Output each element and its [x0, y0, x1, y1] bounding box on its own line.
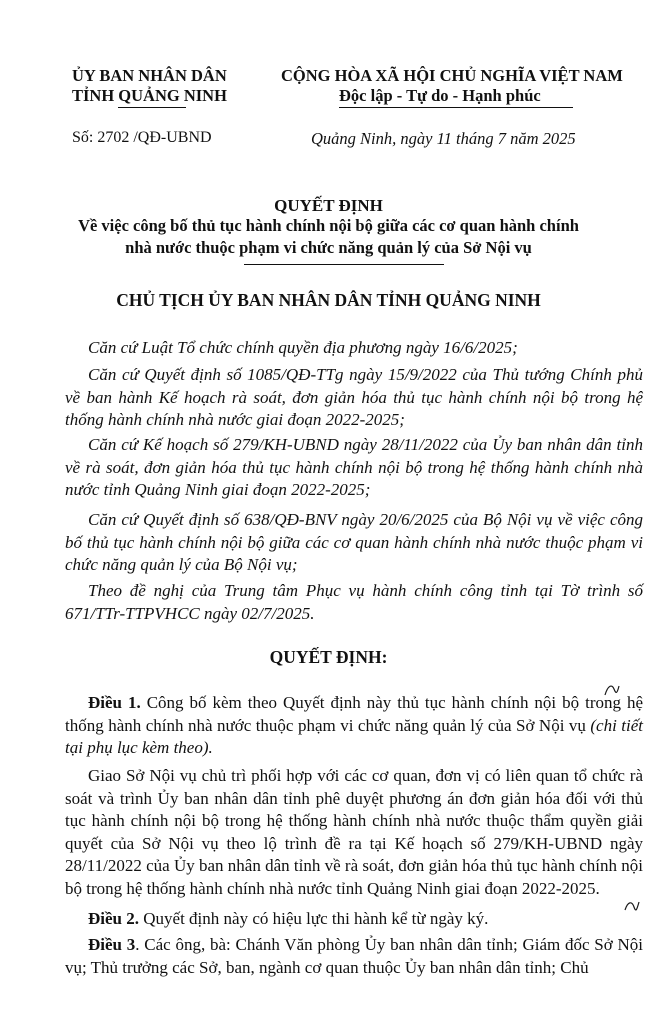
national-motto: Độc lập - Tự do - Hạnh phúc [339, 86, 541, 105]
national-title: CỘNG HÒA XÃ HỘI CHỦ NGHĨA VIỆT NAM [281, 66, 623, 85]
issuing-org-line2: TỈNH QUẢNG NINH [72, 86, 227, 105]
issuing-org-line1: ỦY BAN NHÂN DÂN [72, 66, 227, 85]
authority-title: CHỦ TỊCH ỦY BAN NHÂN DÂN TỈNH QUẢNG NINH [116, 290, 541, 310]
place-and-date: Quảng Ninh, ngày 11 tháng 7 năm 2025 [311, 129, 576, 148]
article-3 [65, 934, 643, 979]
motto-underline [339, 107, 573, 108]
subject-underline [244, 264, 444, 265]
handwritten-mark [602, 680, 622, 700]
article-1-note: (chi tiết tại phụ lục kèm theo). [65, 715, 643, 757]
preamble-item: Căn cứ Luật Tổ chức chính quyền địa phương ngày 16/6/2025; [88, 338, 518, 357]
subject-line-1: Về việc công bố thủ tục hành chính nội bộ giữa các cơ quan hành chính [78, 216, 579, 235]
preamble-item: Căn cứ Quyết định số 1085/QĐ-TTg ngày 15/9/2022 của Thủ tướng Chính phủ về ban hành Kế hoạch rà soát, đơn giản hóa thủ tục hành chính nội bộ trong hệ thống hành chính nhà nước giai đoạn 2022-2025; [65, 365, 643, 429]
document-type-title: QUYẾT ĐỊNH [274, 196, 383, 215]
preamble-item: Căn cứ Kế hoạch số 279/KH-UBND ngày 28/11/2022 của Ủy ban nhân dân tỉnh về rà soát, đơn giản hóa thủ tục hành chính nội bộ trong hệ thống hành chính nhà nước tỉnh Quảng Ninh giai đoạn 2022-2025; [65, 435, 643, 499]
subject-line-2: nhà nước thuộc phạm vi chức năng quản lý của Sở Nội vụ [125, 238, 532, 257]
article-1-label: Điều 1. [88, 693, 141, 712]
article-1-text: Công bố kèm theo Quyết định này thủ tục hành chính nội bộ trong hệ thống hành chính nhà nước thuộc phạm vi chức năng quản lý của Sở Nội vụ [65, 693, 644, 735]
document-number: Số: 2702 /QĐ-UBND [72, 129, 212, 146]
article-3-text: . Các ông, bà: Chánh Văn phòng Ủy ban nhân dân tỉnh; Giám đốc Sở Nội vụ; Thủ trưởng các Sở, ban, ngành cơ quan thuộc Ủy ban nhân dân tỉnh; Chủ [65, 935, 643, 977]
article-1-paragraph-2: Giao Sở Nội vụ chủ trì phối hợp với các cơ quan, đơn vị có liên quan tổ chức rà soát và trình Ủy ban nhân dân tỉnh phê duyệt phương án đơn giản hóa đối với thủ tục hành chính nội bộ trong hệ thống hành chính nhà nước thuộc thẩm quyền giải quyết của Sở Nội vụ theo lộ trình đề ra tại Kế hoạch số 279/KH-UBND ngày 28/11/2022 của Ủy ban nhân dân tỉnh về rà soát, đơn giản hóa thủ tục hành chính nội bộ trong hệ thống hành chính nhà nước tỉnh Quảng Ninh giai đoạn 2022-2025. [65, 766, 643, 898]
decision-heading: QUYẾT ĐỊNH: [269, 647, 388, 667]
preamble-item: Theo đề nghị của Trung tâm Phục vụ hành chính công tỉnh tại Tờ trình số 671/TTr-TTPVHCC ngày 02/7/2025. [65, 581, 643, 623]
article-2 [65, 908, 643, 931]
preamble-item: Căn cứ Quyết định số 638/QĐ-BNV ngày 20/6/2025 của Bộ Nội vụ về việc công bố thủ tục hành chính nội bộ giữa các cơ quan hành chính nhà nước thuộc phạm vi chức năng quản lý của Bộ Nội vụ; [65, 510, 643, 574]
article-2-label: Điều 2. [88, 909, 139, 928]
article-2-text: Quyết định này có hiệu lực thi hành kể từ ngày ký. [139, 909, 489, 928]
org-underline [118, 107, 186, 108]
article-3-label: Điều 3 [88, 935, 136, 954]
handwritten-mark [623, 897, 641, 915]
article-1 [65, 692, 643, 760]
